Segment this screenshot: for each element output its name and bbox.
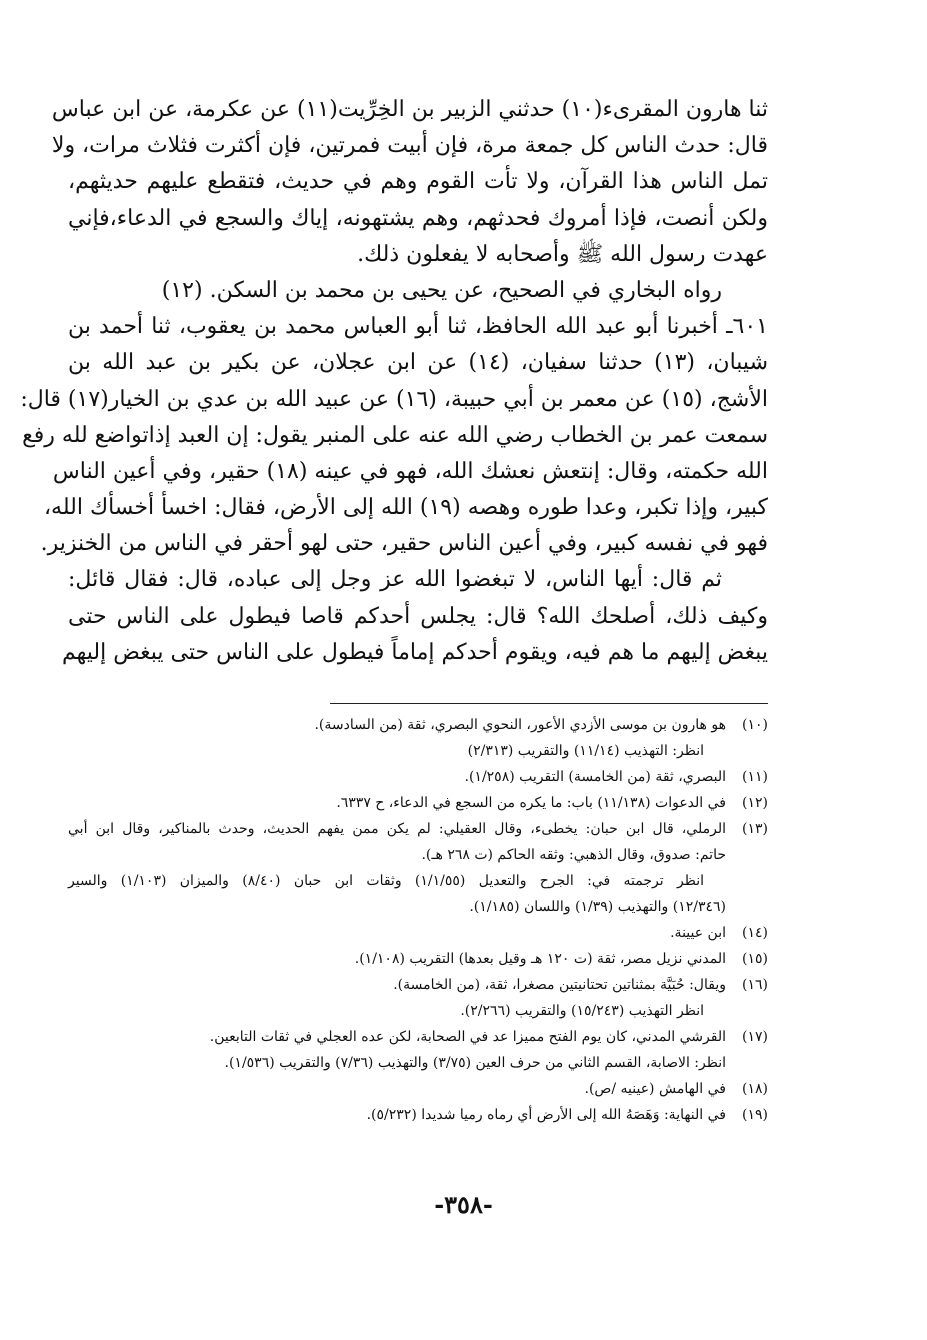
footnote-number: (١٧) — [742, 1029, 768, 1045]
footnote — [68, 972, 768, 1024]
main-text-line: يبغض إليهم ما هم فيه، ويقوم أحدكم إماماً فيطول على الناس حتى يبغض إليهم — [61, 639, 768, 665]
footnote-number: (١٣) — [742, 821, 768, 837]
footnote — [68, 920, 768, 946]
footnote — [68, 712, 768, 764]
footnote-divider — [330, 703, 768, 704]
footnote-line: الرملي، قال ابن حبان: يخطىء، وقال العقيلي: لم يكن ممن يفهم الحديث، وحدث بالمناكير، وقال ابن أبي — [68, 821, 726, 837]
main-text-line: تمل الناس هذا القرآن، ولا تأت القوم وهم في حديث، فتقطع عليهم حديثهم، — [68, 169, 768, 195]
footnote-line: انظر: التهذيب (١١/١٤) والتقريب (٢/٣١٣) — [467, 743, 704, 759]
footnote-line: في النهاية: وَهَصَهُ الله إلى الأرض أي رماه رميا شديدا (٥/٢٣٢). — [366, 1107, 726, 1123]
footnote-number: (١٥) — [742, 951, 768, 967]
footnote-number: (١٠) — [742, 717, 768, 733]
footnote-line: انظر ترجمته في: الجرح والتعديل (١/١/٥٥) وثقات ابن حبان (٨/٤٠) والميزان (١/١٠٣) والسير — [68, 873, 704, 889]
footnote-line: انظر: الاصابة، القسم الثاني من حرف العين (٣/٧٥) والتهذيب (٧/٣٦) والتقريب (١/٥٣٦). — [224, 1055, 726, 1071]
footnote — [68, 946, 768, 972]
footnote — [68, 790, 768, 816]
footnote-line: القرشي المدني، كان يوم الفتح مميزا عد في الصحابة، لكن عده العجلي في ثقات التابعين. — [209, 1029, 726, 1045]
main-text-line: الأشج، (١٥) عن معمر بن أبي حبيبة، (١٦) عن عبيد الله بن عدي بن الخيار(١٧) قال: — [20, 386, 768, 412]
footnote — [68, 1024, 768, 1076]
main-text-line: ثنا هارون المقرىء(١٠) حدثني الزبير بن الخِرِّيت(١١) عن عكرمة، عن ابن عباس — [51, 97, 768, 122]
main-text — [20, 92, 769, 671]
footnote-line: هو هارون بن موسى الأزدي الأعور، النحوي البصري، ثقة (من السادسة). — [314, 717, 726, 733]
footnote-line: في الهامش (عينيه /ص). — [584, 1081, 726, 1097]
footnotes — [68, 712, 768, 1128]
footnote-number: (١٨) — [742, 1081, 768, 1097]
main-text-line: كبير، وإذا تكبر، وعدا طوره وهصه (١٩) الله إلى الأرض، فقال: اخسأ أخسأك الله، — [43, 495, 768, 521]
footnote-number: (١٤) — [742, 925, 768, 941]
footnote-number: (١٦) — [742, 977, 768, 993]
footnote — [68, 1102, 768, 1128]
footnote-line: انظر التهذيب (١٥/٢٤٣) والتقريب (٢/٢٦٦). — [460, 1003, 704, 1019]
main-text-line: الله حكمته، وقال: إنتعش نعشك الله، فهو في عينه (١٨) حقير، وفي أعين الناس — [52, 458, 768, 484]
footnote-line: حاتم: صدوق، وقال الذهبي: وثقه الحاكم (ت ٢٦٨ هـ). — [421, 847, 726, 863]
main-text-line: عهدت رسول الله ﷺ وأصحابه لا يفعلون ذلك. — [357, 241, 768, 267]
footnote-line: في الدعوات (١١/١٣٨) باب: ما يكره من السجع في الدعاء، ح ٦٣٣٧. — [336, 795, 726, 811]
main-text-line: فهو في نفسه كبير، وفي أعين الناس حقير، حتى لهو أحقر في الناس من الخنزير. — [40, 531, 768, 557]
page-number: -٣٥٨- — [434, 1190, 493, 1219]
footnote-line: ويقال: حُبَيَّة بمثناتين تحتانيتين مصغرا، ثقة، (من الخامسة). — [393, 977, 726, 993]
main-text-line: وكيف ذلك، أصلحك الله؟ قال: يجلس أحدكم قاصا فيطول على الناس حتى — [68, 603, 768, 629]
main-text-line: ٦٠١ـ أخبرنا أبو عبد الله الحافظ، ثنا أبو العباس محمد بن يعقوب، ثنا أحمد بن — [68, 314, 768, 340]
footnote-line: المدني نزيل مصر، ثقة (ت ١٢٠ هـ وقيل بعدها) التقريب (١/١٠٨). — [354, 951, 726, 967]
footnote-number: (١٩) — [742, 1107, 768, 1123]
main-text-line: ثم قال: أيها الناس، لا تبغضوا الله عز وجل إلى عباده، قال: فقال قائل: — [68, 567, 722, 593]
footnote-line: (١٢/٣٤٦) والتهذيب (١/٣٩) واللسان (١/١٨٥). — [469, 899, 726, 915]
main-text-line: قال: حدث الناس كل جمعة مرة، فإن أبيت فمرتين، فإن أكثرت فثلاث مرات، ولا — [51, 133, 768, 159]
main-text-line: رواه البخاري في الصحيح، عن يحيى بن محمد بن السكن. (١٢) — [161, 277, 722, 303]
footnote — [68, 816, 768, 920]
main-text-line: سمعت عمر بن الخطاب رضي الله عنه على المنبر يقول: إن العبد إذاتواضع لله رفع — [22, 422, 768, 448]
footnote — [68, 764, 768, 790]
footnote-number: (١١) — [742, 769, 768, 785]
footnote-line: ابن عيينة. — [670, 925, 726, 941]
footnote-line: البصري، ثقة (من الخامسة) التقريب (١/٢٥٨). — [464, 769, 726, 785]
main-text-line: ولكن أنصت، فإذا أمروك فحدثهم، وهم يشتهونه، إياك والسجع في الدعاء،فإني — [68, 205, 768, 231]
footnote — [68, 1076, 768, 1102]
main-text-line: شيبان، (١٣) حدثنا سفيان، (١٤) عن ابن عجلان، عن بكير بن عبد الله بن — [68, 350, 769, 376]
footnote-number: (١٢) — [742, 795, 768, 811]
